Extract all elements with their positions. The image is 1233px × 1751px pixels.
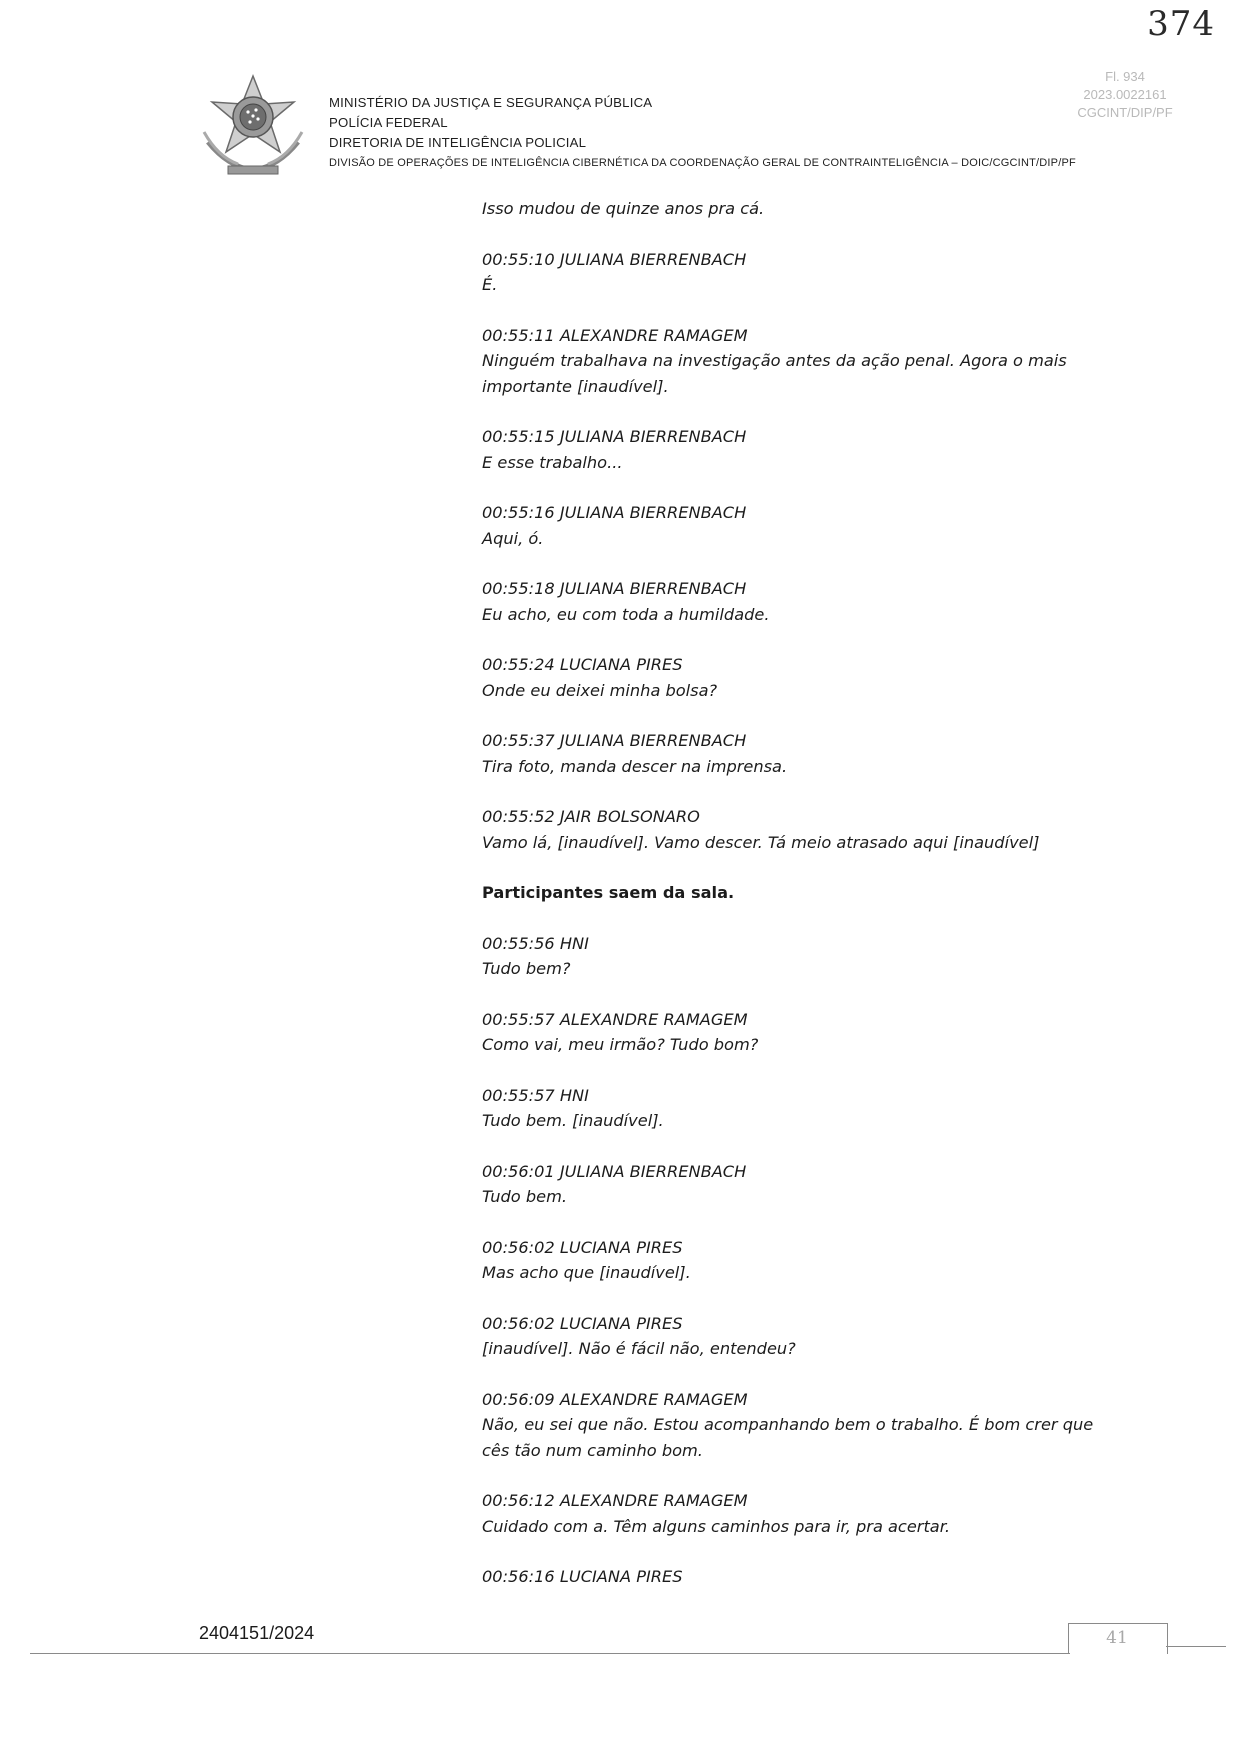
institution-header (329, 93, 1076, 173)
speaker-timestamp: 00:56:01 JULIANA BIERRENBACH (482, 1161, 747, 1181)
transcript-entry (482, 652, 1122, 703)
utterance-text: Isso mudou de quinze anos pra cá. (482, 199, 765, 218)
footer-divider-tail (1166, 1646, 1226, 1647)
transcript-entry (482, 576, 1122, 627)
speaker-timestamp: 00:56:02 LUCIANA PIRES (482, 1237, 683, 1257)
speaker-timestamp: 00:55:15 JULIANA BIERRENBACH (482, 427, 747, 446)
speaker-timestamp: 00:56:12 ALEXANDRE RAMAGEM (482, 1491, 748, 1510)
utterance-text: Onde eu deixei minha bolsa? (482, 680, 718, 700)
speaker-timestamp: 00:55:11 ALEXANDRE RAMAGEM (482, 325, 748, 345)
utterance-text: E esse trabalho... (482, 452, 623, 472)
utterance-text: Tudo bem. [inaudível]. (482, 1111, 664, 1130)
stamp-unit: CGCINT/DIP/PF (1077, 105, 1173, 120)
scene-note: Participantes saem da sala. (482, 883, 735, 902)
speaker-timestamp: 00:55:56 HNI (482, 933, 589, 953)
handwritten-page-number: 374 (1147, 4, 1215, 44)
utterance-text: Tudo bem. (482, 1187, 567, 1206)
utterance-text: Vamo lá, [inaudível]. Vamo descer. Tá meio atrasado aqui [inaudível] (482, 832, 1040, 852)
speaker-timestamp: 00:55:37 JULIANA BIERRENBACH (482, 731, 747, 750)
speaker-timestamp: 00:56:09 ALEXANDRE RAMAGEM (482, 1389, 748, 1409)
footer-divider (30, 1653, 1070, 1654)
speaker-timestamp: 00:55:10 JULIANA BIERRENBACH (482, 249, 747, 269)
transcript-entry (482, 1564, 1122, 1590)
transcript-entry (482, 728, 1122, 779)
header-directorate: DIRETORIA DE INTELIGÊNCIA POLICIAL (329, 135, 587, 150)
speaker-timestamp: 00:56:16 LUCIANA PIRES (482, 1567, 683, 1586)
utterance-text: Eu acho, eu com toda a humildade. (482, 604, 770, 624)
transcript-entry (482, 424, 1122, 475)
transcript-entry (482, 1311, 1122, 1362)
transcript-entry (482, 1387, 1122, 1464)
stamp-folio: Fl. 934 (1105, 69, 1145, 84)
speaker-timestamp: 00:55:52 JAIR BOLSONARO (482, 807, 700, 826)
utterance-text: [inaudível]. Não é fácil não, entendeu? (482, 1339, 796, 1358)
header-police: POLÍCIA FEDERAL (329, 115, 448, 130)
stamp-process: 2023.0022161 (1083, 87, 1167, 102)
transcript-entry (482, 1083, 1122, 1134)
speaker-timestamp: 00:55:18 JULIANA BIERRENBACH (482, 579, 747, 598)
transcript-opening (482, 196, 1122, 222)
speaker-timestamp: 00:55:57 HNI (482, 1085, 589, 1105)
utterance-text: Aqui, ó. (482, 528, 544, 548)
document-reference: 2404151/2024 (199, 1623, 315, 1643)
speaker-timestamp: 00:55:24 LUCIANA PIRES (482, 655, 683, 674)
header-division: DIVISÃO DE OPERAÇÕES DE INTELIGÊNCIA CIBERNÉTICA DA COORDENAÇÃO GERAL DE CONTRAINTELIGÊNCIA – DOIC/CGCINT/DIP/PF (329, 157, 1076, 169)
transcript-body (482, 196, 1122, 1615)
transcript-entry (482, 1007, 1122, 1058)
utterance-text: Tudo bem? (482, 959, 571, 978)
utterance-text: É. (482, 275, 498, 294)
transcript-entry (482, 247, 1122, 298)
utterance-text: Cuidado com a. Têm alguns caminhos para ir, pra acertar. (482, 1516, 951, 1536)
utterance-text: Como vai, meu irmão? Tudo bom? (482, 1035, 759, 1054)
speaker-timestamp: 00:55:16 JULIANA BIERRENBACH (482, 503, 747, 522)
transcript-entry (482, 1159, 1122, 1210)
transcript-entry (482, 931, 1122, 982)
utterance-text: Ninguém trabalhava na investigação antes da ação penal. Agora o mais importante [inaudível]. (482, 351, 1067, 396)
transcript-entry (482, 500, 1122, 551)
header-ministry: MINISTÉRIO DA JUSTIÇA E SEGURANÇA PÚBLICA (329, 95, 653, 110)
transcript-entry (482, 1488, 1122, 1539)
utterance-text: Tira foto, manda descer na imprensa. (482, 756, 788, 776)
utterance-text: Não, eu sei que não. Estou acompanhando bem o trabalho. É bom crer que cês tão num caminho bom. (482, 1415, 1094, 1460)
page-number: 41 (1106, 1628, 1128, 1648)
utterance-text: Mas acho que [inaudível]. (482, 1263, 691, 1282)
speaker-timestamp: 00:56:02 LUCIANA PIRES (482, 1313, 683, 1333)
speaker-timestamp: 00:55:57 ALEXANDRE RAMAGEM (482, 1009, 748, 1029)
transcript-entry (482, 323, 1122, 400)
coat-of-arms-seal-icon (198, 72, 308, 182)
transcript-entry (482, 1235, 1122, 1286)
transcript-entry (482, 804, 1122, 855)
